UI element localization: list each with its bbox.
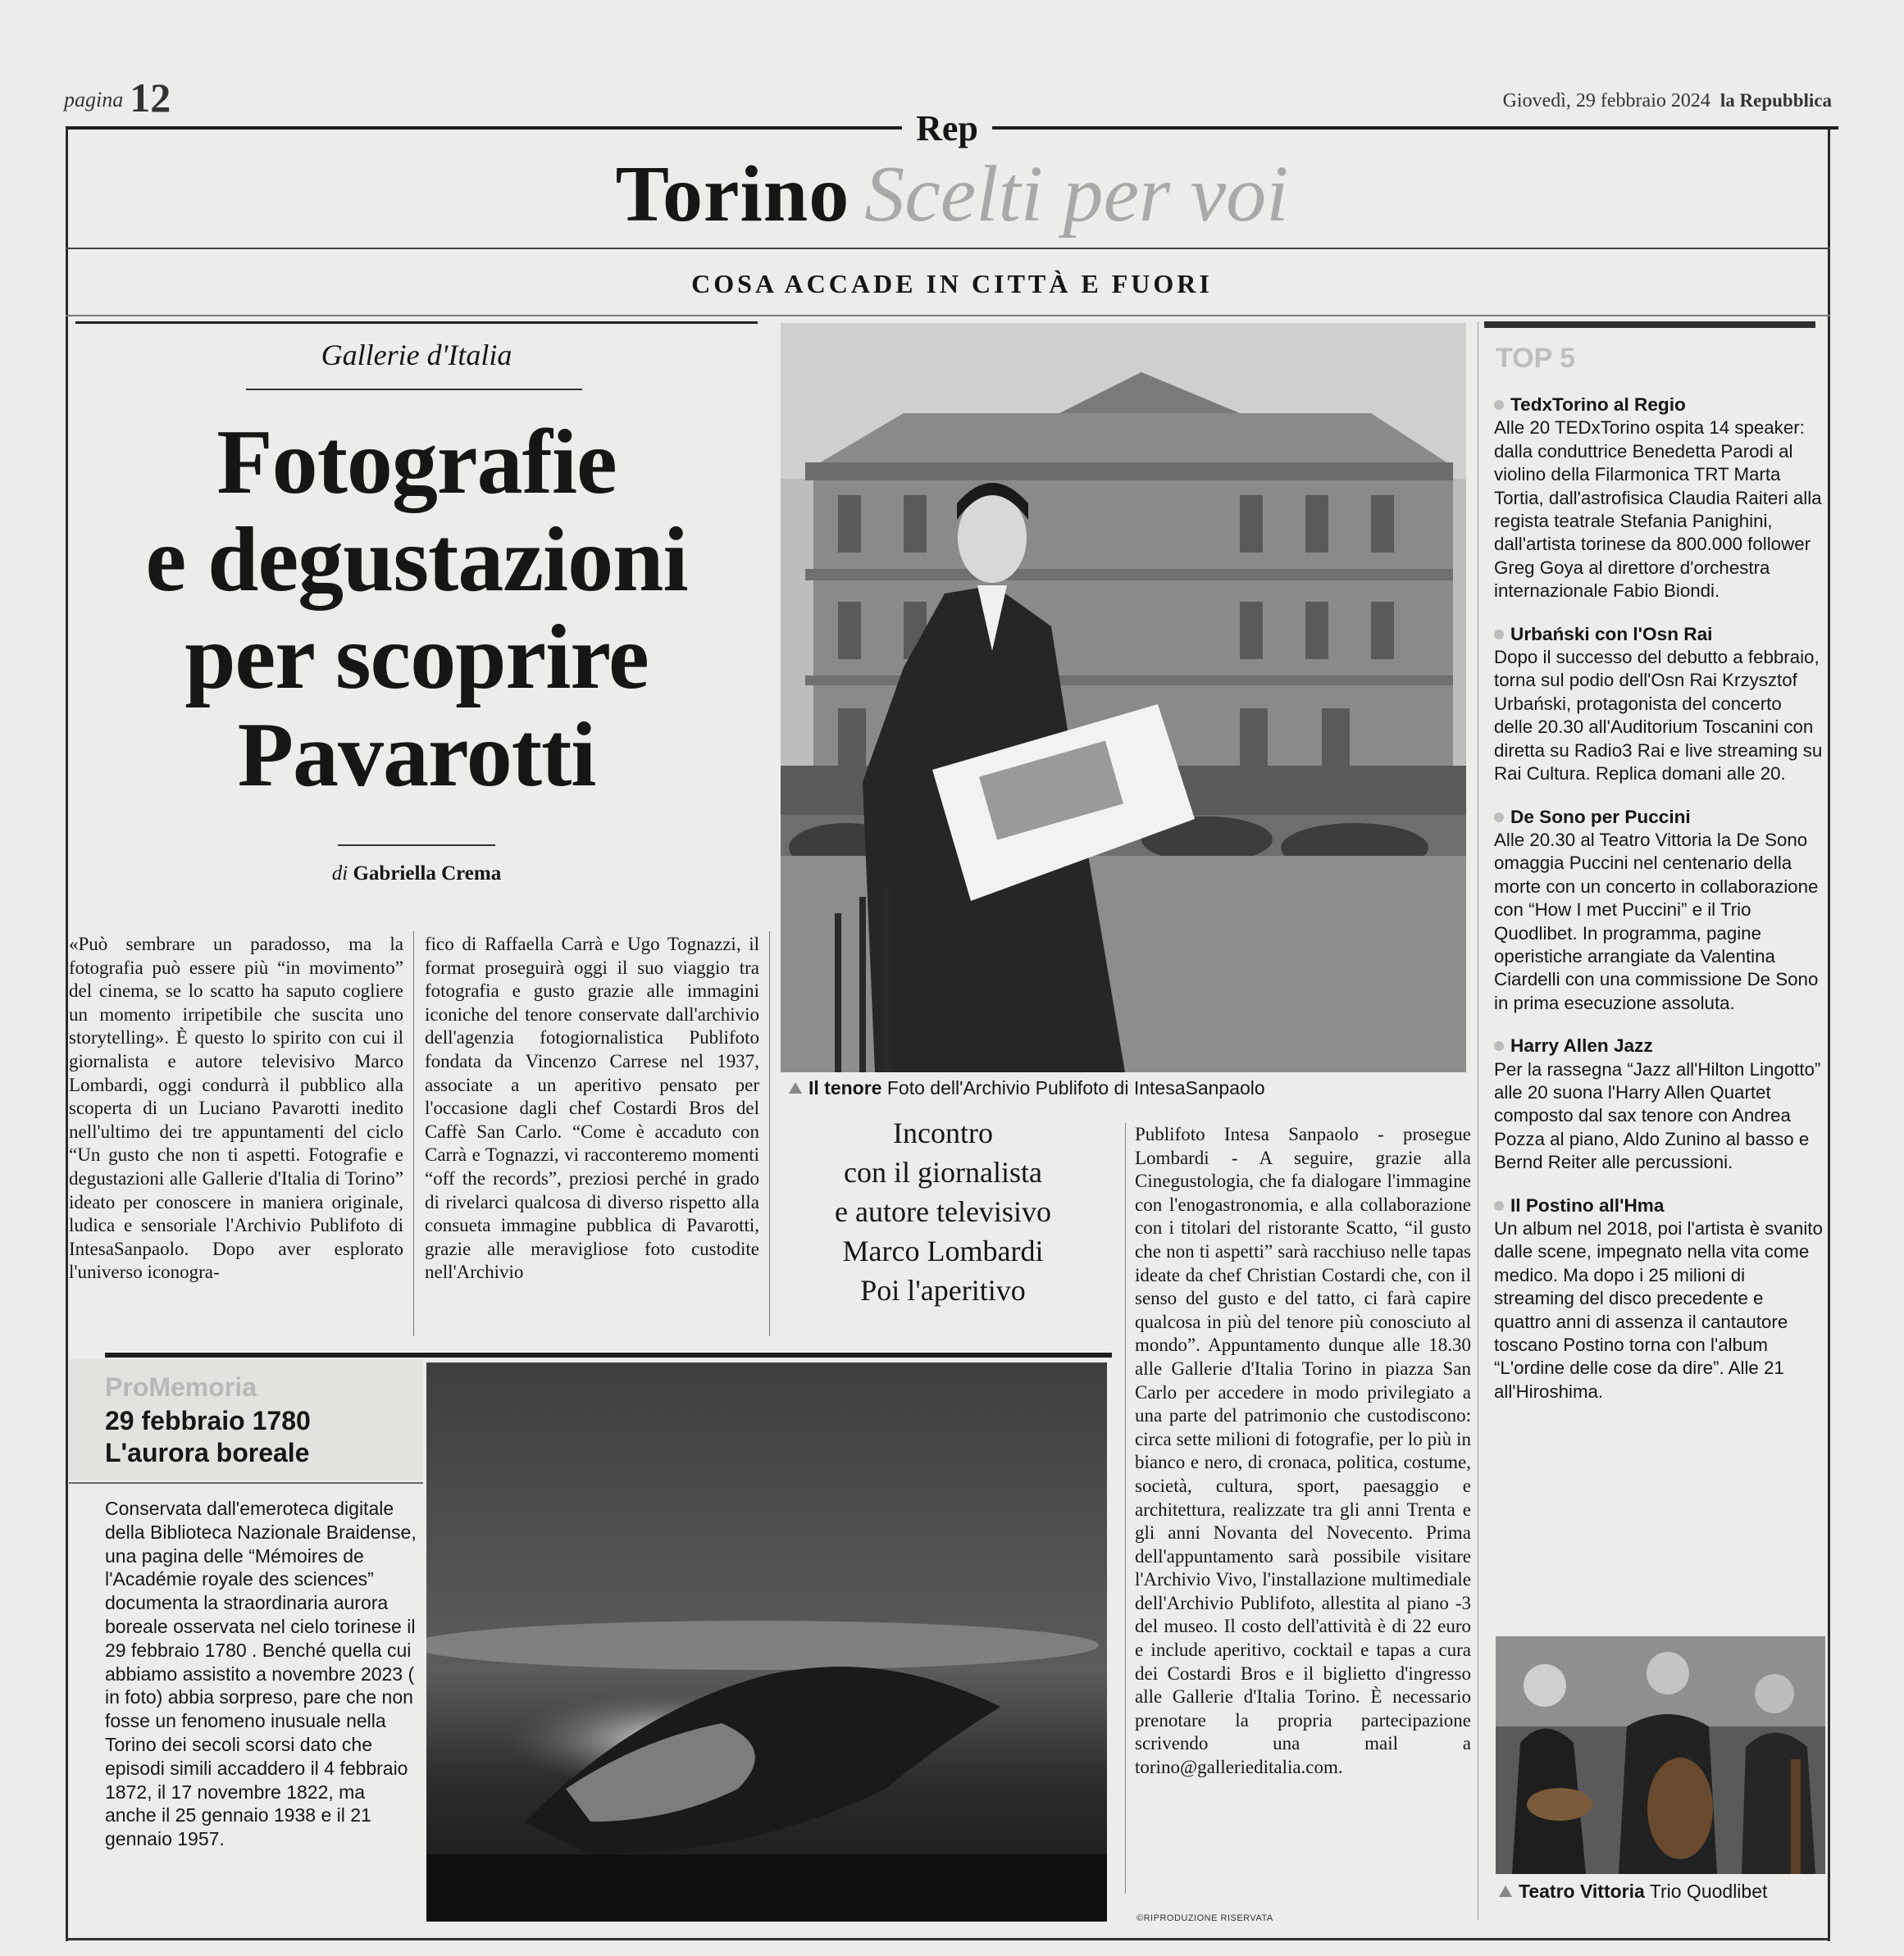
top5-item: De Sono per Puccini Alle 20.30 al Teatro Vittoria la De Sono omaggia Puccini nel centenario della morte con un concerto in collaborazione con “How I met Puccini” e il Trio Quodlibet. In programma, pagine operistiche arrangiate da Valentina Ciardelli con una commissione De Sono in prima esecuzione assoluta.: [1494, 806, 1819, 1013]
subhead-rule: [66, 315, 1830, 316]
top5-item: TedxTorino al Regio Alle 20 TEDxTorino ospita 14 speaker: dalla conduttrice Benedetta Parodi al violino della Filarmonica TRT Marta Tortia, dall'astrofisica Claudia Raiteri alla regista teatrale Stefania Panighini, dall'artista torinese da 800.000 follower Greg Goya al direttore d'orchestra internazionale Fabio Biondi.: [1494, 394, 1822, 602]
column-divider: [413, 931, 414, 1336]
dateline: Giovedì, 29 febbraio 2024 la Repubblica: [1502, 90, 1832, 111]
headline-line: per scoprire: [184, 607, 649, 708]
promemoria-rule: [105, 1353, 1112, 1358]
bottom-rule: [66, 1938, 1830, 1940]
promemoria-title: 29 febbraio 1780 L'aurora boreale: [105, 1406, 311, 1467]
caption-triangle-icon: [789, 1082, 802, 1094]
copyright-note: ©RIPRODUZIONE RISERVATA: [1136, 1913, 1273, 1923]
section-subhead: COSA ACCADE IN CITTÀ E FUORI: [691, 269, 1213, 298]
promemoria-label: ProMemoria: [105, 1372, 257, 1402]
bullet-icon: [1494, 812, 1504, 822]
headline-line: Fotografie: [216, 412, 617, 513]
page-number: pagina 12: [64, 75, 171, 121]
top5-rule: [1484, 321, 1815, 328]
top5-item: Il Postino all'Hma Un album nel 2018, poi l'artista è svanito dalle scene, impegnato nella vita come medico. Ma dopo i 25 milioni di streaming del disco precedente e quattro anni di assenza il cantautore toscano Postino torna con l'album “L'ordine delle cose da dire”. Alle 21 all'Hiroshima.: [1494, 1194, 1823, 1402]
bullet-icon: [1494, 1041, 1504, 1051]
column-divider: [769, 931, 770, 1336]
trio-quodlibet-photo: [1496, 1636, 1825, 1874]
masthead-rule: [66, 248, 1830, 249]
article-column-3: Publifoto Intesa Sanpaolo - prosegue Lombardi - A seguire, grazie alla Cinegustologia, che fa dialogare l'immagine con l'enogastronomia, e alla collaborazione con i titolari del ristorante Scatto, “il gusto che non ti aspetti” sarà racchiuso nelle tapas ideate da chef Christian Costardi che, con il senso del gusto e del tatto, ci farà capire qualcosa in più del tenore più conosciuto al mondo”. Appuntamento dunque alle 18.30 alle Gallerie d'Italia Torino in piazza San Carlo per accedere in modo privilegiato a una parte del patrimonio che custodiscono: circa sette milioni di fotografie, per lo più in bianco e nero, di cronaca, politica, costume, società, cultura, sport, paesaggio e architettura, realizzate tra gli anni Trenta e gli anni Novanta del Novecento. Prima dell'appuntamento sarà possibile visitare l'Archivio Vivo, l'installazione multimediale dell'Archivio Publifoto, allestita al piano -3 del museo. Il costo dell'attività è di 22 euro e include aperitivo, cocktail e tapas a cura dei Costardi Bros e il biglietto d'ingresso alle Gallerie d'Italia Torino. È necessario prenotare la propria partecipazione scrivendo una mail a torino@gallerieditalia.com.: [1135, 1124, 1471, 1778]
article-kicker: Gallerie d'Italia: [321, 339, 512, 371]
top5-item: Urbański con l'Osn Rai Dopo il successo del debutto a febbraio, torna sul podio dell'Osn Rai Krzysztof Urbański, protagonista del concerto delle 20.30 all'Auditorium Toscanini con diretta su Radio3 Rai e live streaming su Rai Cultura. Replica domani alle 20.: [1494, 623, 1823, 785]
bullet-icon: [1494, 1201, 1504, 1211]
photo-caption: Il tenore Foto dell'Archivio Publifoto di IntesaSanpaolo: [789, 1077, 1469, 1099]
masthead-city: Torino: [615, 150, 850, 239]
byline-rule: [338, 844, 495, 846]
section-tag: Rep: [902, 105, 992, 152]
top5-label: TOP 5: [1496, 343, 1576, 374]
column-divider: [1125, 1123, 1126, 1894]
bullet-icon: [1494, 630, 1504, 639]
top5-item: Harry Allen Jazz Per la rassegna “Jazz all'Hilton Lingotto” alle 20 suona l'Harry Allen Quartet composto dal sax tenore con Andrea Pozza al piano, Aldo Zunino al basso e Bernd Reiter alle percussioni.: [1494, 1035, 1821, 1173]
masthead-section: Scelti per voi: [864, 150, 1289, 239]
trio-caption: Teatro Vittoria Trio Quodlibet: [1499, 1881, 1767, 1903]
pavarotti-photo: [781, 323, 1466, 1072]
aurora-photo: [426, 1362, 1107, 1922]
article-headline: [75, 414, 758, 804]
headline-line: Pavarotti: [237, 704, 596, 806]
article-top-rule: [75, 321, 758, 324]
caption-triangle-icon: [1499, 1885, 1512, 1897]
promemoria-text: Conservata dall'emeroteca digitale della Biblioteca Nazionale Braidense, una pagina delle “Mémoires de l'Académie royale des sciences” documenta la straordinaria aurora boreale osservata nel cielo torinese il 29 febbraio 1780 . Benché quella cui abbiamo assistito a novembre 2023 ( in foto) abbia sorpreso, pare che non fosse un fenomeno inusuale nella Torino dei secoli scorsi dato che episodi simili accaddero il 4 febbraio 1872, il 17 novembre 1822, ma anche il 25 gennaio 1938 e il 21 gennaio 1957.: [105, 1498, 417, 1850]
byline: di Gabriella Crema: [331, 862, 502, 885]
kicker-rule: [246, 389, 582, 390]
article-column-1: «Può sembrare un paradosso, ma la fotografia può essere più “in movimento” del cinema, se lo scatto ha saputo cogliere un momento irripetibile che suscita uno storytelling». È questo lo spirito con cui il giornalista e autore televisivo Marco Lombardi, oggi condurrà il pubblico alla scoperta di un Luciano Pavarotti inedito nell'ultimo dei tre appuntamenti del ciclo “Un gusto che non ti aspetti. Fotografie e degustazioni alle Gallerie d'Italia di Torino” ideato per conoscere in maniera originale, ludica e sensoriale l'Archivio Publifoto di IntesaSanpaolo. Dopo aver esplorato l'universo iconogra-: [69, 934, 403, 1283]
pull-quote: Incontro con il giornalista e autore televisivo Marco Lombardi Poi l'aperitivo: [835, 1117, 1051, 1307]
article-column-2: fico di Raffaella Carrà e Ugo Tognazzi, il format proseguirà oggi il suo viaggio tra fotografia e gusto grazie alle immagini iconiche del tenore conservate dall'archivio dell'agenzia fotogiornalistica Publifoto fondata da Vincenzo Carrese nel 1937, associate a un aperitivo pensato per l'occasione dagli chef Costardi Bros del Caffè San Carlo. “Come è accaduto con Carrà e Tognazzi, vi racconteremo momenti “off the records”, preziosi perché in grado di rivelarci qualcosa di diverso rispetto alla consueta immagine pubblica di Pavarotti, grazie alle meravigliose foto custodite nell'Archivio: [425, 934, 759, 1283]
promemoria-divider: [69, 1482, 423, 1484]
top5-list: [1494, 393, 1824, 1423]
bullet-icon: [1494, 400, 1504, 410]
masthead: [0, 149, 1904, 239]
headline-line: e degustazioni: [145, 509, 688, 611]
